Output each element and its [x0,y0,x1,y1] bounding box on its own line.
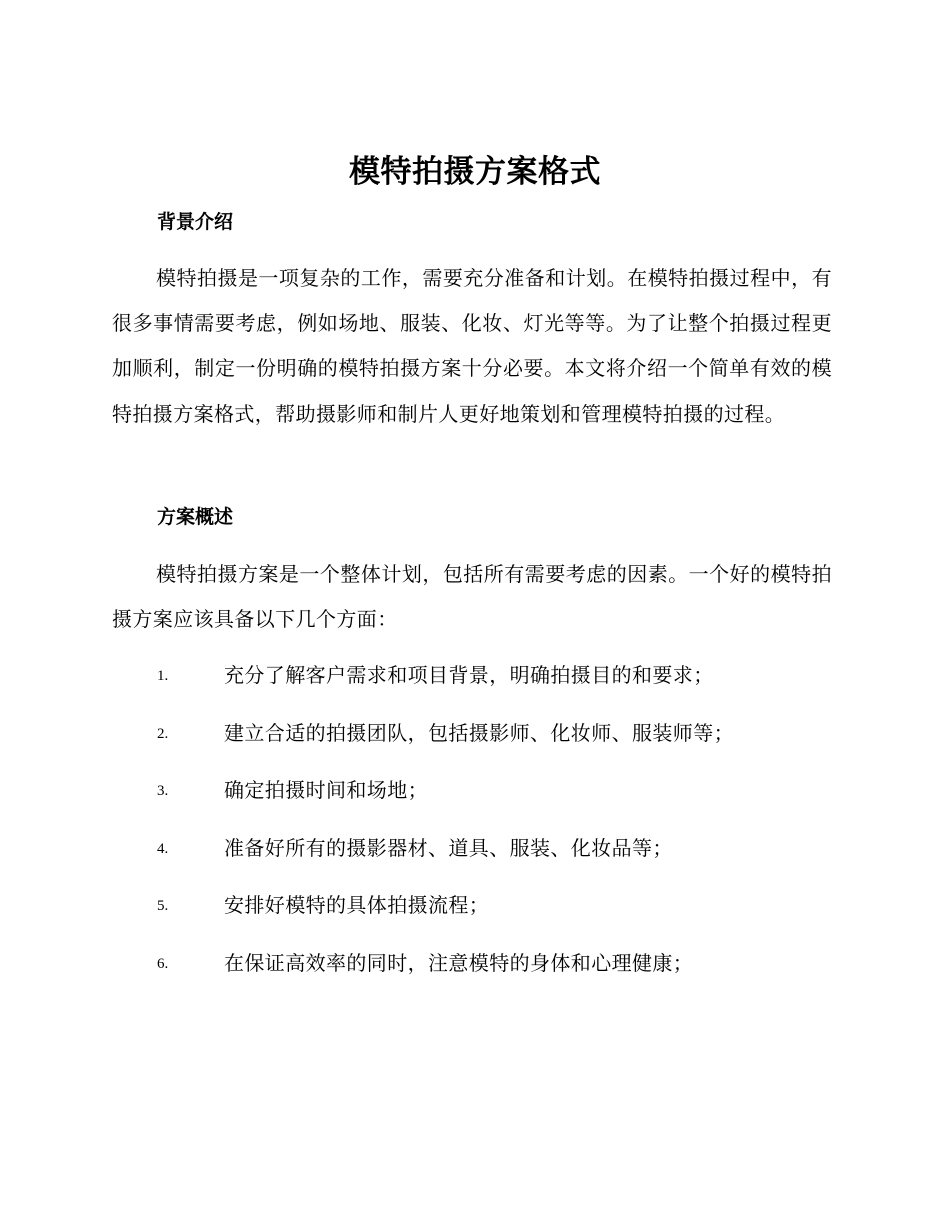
list-item-number: 6. [157,955,169,972]
list-item-text: 建立合适的拍摄团队，包括摄影师、化妆师、服装师等； [224,720,734,745]
list-item [0,941,950,999]
list-item-text: 在保证高效率的同时，注意模特的身体和心理健康； [224,950,694,975]
list-item-number: 4. [157,840,169,857]
list-item-text: 安排好模特的具体拍摄流程； [224,893,490,918]
list-item [0,768,950,826]
section-heading-overview: 方案概述 [157,506,234,528]
list-item [0,883,950,941]
list-item-number: 3. [157,783,169,800]
list-item-text: 确定拍摄时间和场地； [224,778,428,803]
plan-requirements-list [0,653,950,999]
list-item-number: 5. [157,898,169,915]
overview-paragraph: 模特拍摄方案是一个整体计划，包括所有需要考虑的因素。一个好的模特拍摄方案应该具备以下几个方面： [112,562,832,632]
list-item [0,826,950,884]
list-item-number: 1. [157,668,169,684]
list-item-text: 充分了解客户需求和项目背景，明确拍摄目的和要求； [224,663,714,687]
list-item-number: 2. [157,725,169,742]
list-item [0,653,950,711]
document-title: 模特拍摄方案格式 [349,154,601,190]
list-item [0,711,950,769]
section-heading-background: 背景介绍 [157,211,234,233]
background-paragraph: 模特拍摄是一项复杂的工作，需要充分准备和计划。在模特拍摄过程中，有很多事情需要考虑，例如场地、服装、化妆、灯光等等。为了让整个拍摄过程更加顺利，制定一份明确的模特拍摄方案十分必要。本文将介绍一个简单有效的模特拍摄方案格式，帮助摄影师和制片人更好地策划和管理模特拍摄的过程。 [112,266,832,426]
list-item-text: 准备好所有的摄影器材、道具、服装、化妆品等； [224,835,673,860]
